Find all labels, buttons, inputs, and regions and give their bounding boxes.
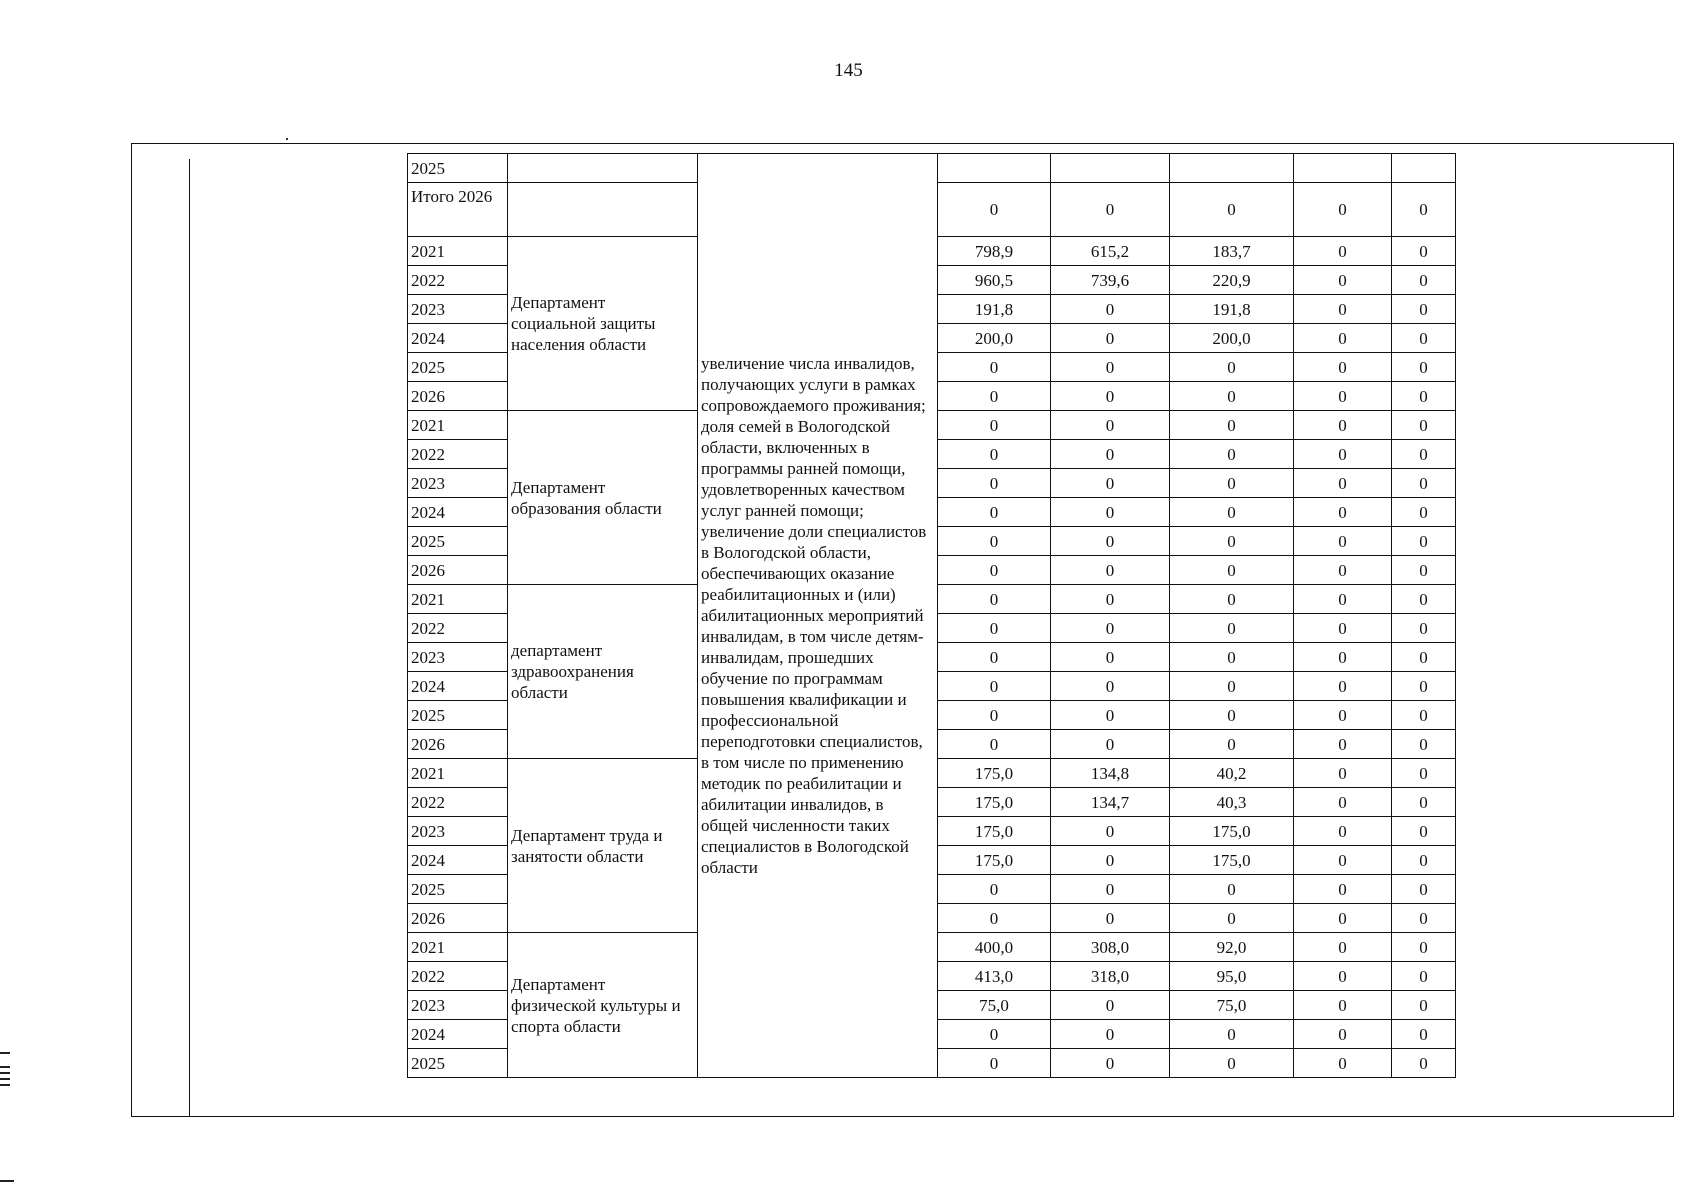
value-cell: 0 <box>1051 817 1170 846</box>
value-cell: 0 <box>1051 1020 1170 1049</box>
value-cell: 0 <box>1170 1020 1294 1049</box>
executor-cell-empty <box>508 183 698 237</box>
value-cell: 0 <box>1392 1049 1456 1078</box>
value-cell <box>1294 154 1392 183</box>
value-cell: 0 <box>1392 759 1456 788</box>
value-cell: 0 <box>1294 556 1392 585</box>
year-cell: 2022 <box>408 440 508 469</box>
scan-margin-mark <box>0 1180 14 1182</box>
value-cell: 0 <box>938 585 1051 614</box>
value-cell: 0 <box>1051 469 1170 498</box>
value-cell: 615,2 <box>1051 237 1170 266</box>
value-cell: 92,0 <box>1170 933 1294 962</box>
value-cell: 318,0 <box>1051 962 1170 991</box>
value-cell: 0 <box>1170 556 1294 585</box>
scan-margin-mark <box>0 1072 10 1074</box>
value-cell: 0 <box>938 440 1051 469</box>
value-cell: 0 <box>1170 643 1294 672</box>
value-cell: 413,0 <box>938 962 1051 991</box>
value-cell: 0 <box>1294 585 1392 614</box>
value-cell: 175,0 <box>938 817 1051 846</box>
value-cell: 0 <box>1392 846 1456 875</box>
value-cell: 0 <box>938 498 1051 527</box>
value-cell: 0 <box>1051 730 1170 759</box>
value-cell: 220,9 <box>1170 266 1294 295</box>
value-cell: 183,7 <box>1170 237 1294 266</box>
value-cell: 0 <box>1294 904 1392 933</box>
value-cell: 0 <box>1294 730 1392 759</box>
value-cell: 0 <box>1392 962 1456 991</box>
value-cell: 0 <box>1294 469 1392 498</box>
value-cell: 0 <box>1294 991 1392 1020</box>
value-cell: 0 <box>1051 183 1170 237</box>
value-cell: 0 <box>1392 237 1456 266</box>
year-cell: 2024 <box>408 672 508 701</box>
value-cell: 0 <box>1051 614 1170 643</box>
year-cell: Итого 2026 <box>408 183 508 237</box>
value-cell: 0 <box>1392 382 1456 411</box>
value-cell: 0 <box>938 469 1051 498</box>
value-cell: 0 <box>1170 469 1294 498</box>
value-cell: 0 <box>1392 498 1456 527</box>
value-cell: 0 <box>1051 382 1170 411</box>
value-cell: 0 <box>1170 411 1294 440</box>
value-cell: 175,0 <box>938 788 1051 817</box>
value-cell: 0 <box>1392 817 1456 846</box>
year-cell: 2024 <box>408 498 508 527</box>
value-cell: 0 <box>1392 585 1456 614</box>
year-cell: 2022 <box>408 614 508 643</box>
value-cell: 0 <box>1051 498 1170 527</box>
value-cell: 0 <box>1170 875 1294 904</box>
value-cell: 0 <box>1392 788 1456 817</box>
value-cell: 0 <box>1294 266 1392 295</box>
value-cell: 0 <box>938 527 1051 556</box>
value-cell: 960,5 <box>938 266 1051 295</box>
value-cell: 0 <box>1170 904 1294 933</box>
value-cell: 0 <box>1294 962 1392 991</box>
year-cell: 2022 <box>408 962 508 991</box>
year-cell: 2021 <box>408 759 508 788</box>
year-cell: 2024 <box>408 324 508 353</box>
table-row <box>408 154 1456 183</box>
value-cell: 0 <box>1392 701 1456 730</box>
executor-cell: Департамент физической культуры и спорта области <box>508 933 698 1078</box>
value-cell: 0 <box>1294 1049 1392 1078</box>
value-cell: 0 <box>1170 585 1294 614</box>
value-cell: 0 <box>1294 411 1392 440</box>
value-cell: 175,0 <box>938 846 1051 875</box>
executor-cell: Департамент социальной защиты населения области <box>508 237 698 411</box>
value-cell: 0 <box>938 411 1051 440</box>
value-cell: 0 <box>938 672 1051 701</box>
value-cell: 0 <box>1170 701 1294 730</box>
year-cell: 2025 <box>408 353 508 382</box>
value-cell: 0 <box>1294 183 1392 237</box>
value-cell: 175,0 <box>938 759 1051 788</box>
value-cell: 75,0 <box>938 991 1051 1020</box>
value-cell: 0 <box>1294 643 1392 672</box>
value-cell: 0 <box>1294 846 1392 875</box>
value-cell: 95,0 <box>1170 962 1294 991</box>
value-cell: 0 <box>1051 353 1170 382</box>
value-cell: 0 <box>1392 324 1456 353</box>
value-cell <box>1392 154 1456 183</box>
value-cell: 400,0 <box>938 933 1051 962</box>
value-cell: 0 <box>1392 295 1456 324</box>
value-cell: 0 <box>1392 672 1456 701</box>
value-cell: 0 <box>1294 498 1392 527</box>
year-cell: 2025 <box>408 154 508 183</box>
value-cell: 0 <box>1051 411 1170 440</box>
value-cell: 175,0 <box>1170 817 1294 846</box>
value-cell: 0 <box>1294 875 1392 904</box>
value-cell: 0 <box>1051 527 1170 556</box>
year-cell: 2023 <box>408 295 508 324</box>
value-cell: 0 <box>938 353 1051 382</box>
value-cell: 0 <box>1170 440 1294 469</box>
value-cell: 0 <box>938 730 1051 759</box>
year-cell: 2022 <box>408 788 508 817</box>
budget-table-grid <box>407 153 1456 1078</box>
value-cell: 0 <box>1170 498 1294 527</box>
value-cell: 40,2 <box>1170 759 1294 788</box>
value-cell: 134,8 <box>1051 759 1170 788</box>
value-cell: 0 <box>1294 324 1392 353</box>
value-cell: 0 <box>1294 788 1392 817</box>
value-cell <box>1170 154 1294 183</box>
value-cell: 0 <box>1051 991 1170 1020</box>
table-body <box>408 154 1456 1078</box>
value-cell: 200,0 <box>938 324 1051 353</box>
value-cell: 0 <box>938 614 1051 643</box>
year-cell: 2026 <box>408 556 508 585</box>
value-cell: 191,8 <box>1170 295 1294 324</box>
value-cell: 0 <box>1294 295 1392 324</box>
value-cell: 0 <box>1392 730 1456 759</box>
value-cell: 0 <box>1170 527 1294 556</box>
executor-cell: Департамент образования области <box>508 411 698 585</box>
value-cell: 0 <box>1051 295 1170 324</box>
value-cell: 0 <box>1170 614 1294 643</box>
value-cell: 0 <box>938 183 1051 237</box>
value-cell: 0 <box>1170 672 1294 701</box>
executor-cell: Департамент труда и занятости области <box>508 759 698 933</box>
value-cell: 0 <box>938 904 1051 933</box>
year-cell: 2026 <box>408 904 508 933</box>
value-cell: 0 <box>938 556 1051 585</box>
value-cell: 0 <box>1392 1020 1456 1049</box>
value-cell: 0 <box>1392 875 1456 904</box>
value-cell: 0 <box>1294 672 1392 701</box>
value-cell: 0 <box>938 875 1051 904</box>
value-cell: 0 <box>938 1020 1051 1049</box>
year-cell: 2026 <box>408 382 508 411</box>
scan-margin-mark <box>0 1084 10 1086</box>
column-divider <box>189 159 190 1117</box>
value-cell: 0 <box>1294 1020 1392 1049</box>
scan-margin-mark <box>0 1052 10 1054</box>
value-cell: 134,7 <box>1051 788 1170 817</box>
value-cell: 0 <box>1392 991 1456 1020</box>
executor-cell: департамент здравоохранения области <box>508 585 698 759</box>
value-cell: 0 <box>1294 701 1392 730</box>
value-cell: 0 <box>1294 527 1392 556</box>
value-cell: 0 <box>1294 614 1392 643</box>
value-cell: 0 <box>1392 440 1456 469</box>
value-cell: 0 <box>1392 183 1456 237</box>
value-cell: 0 <box>1294 440 1392 469</box>
year-cell: 2025 <box>408 527 508 556</box>
budget-table <box>407 153 1455 1078</box>
scan-speck <box>286 138 288 140</box>
value-cell: 0 <box>1392 411 1456 440</box>
value-cell: 0 <box>938 701 1051 730</box>
value-cell: 0 <box>1392 643 1456 672</box>
value-cell: 191,8 <box>938 295 1051 324</box>
year-cell: 2021 <box>408 411 508 440</box>
value-cell: 0 <box>1294 933 1392 962</box>
value-cell: 0 <box>1294 237 1392 266</box>
value-cell: 0 <box>1392 933 1456 962</box>
value-cell: 798,9 <box>938 237 1051 266</box>
value-cell: 0 <box>1051 556 1170 585</box>
value-cell: 0 <box>1392 614 1456 643</box>
year-cell: 2025 <box>408 875 508 904</box>
page-number: 145 <box>834 60 863 81</box>
value-cell: 0 <box>1392 266 1456 295</box>
year-cell: 2022 <box>408 266 508 295</box>
value-cell: 0 <box>938 1049 1051 1078</box>
value-cell: 40,3 <box>1170 788 1294 817</box>
scan-margin-mark <box>0 1078 10 1080</box>
value-cell: 0 <box>1392 556 1456 585</box>
indicator-cell: увеличение числа инвалидов, получающих услуги в рамках сопровождаемого проживания; доля семей в Вологодской области, включенных в программы ранней помощи, удовлетворенных качеством услуг ранней помощи; увеличение доли специалистов в Вологодской области, обеспечивающих оказание реабилитационных и (или) абилитационных мероприятий инвалидам, в том числе детям-инвалидам, прошедших обучение по программам повышения квалификации и профессиональной переподготовки специалистов, в том числе по применению методик по реабилитации и абилитации инвалидов, в общей численности таких специалистов в Вологодской области <box>698 154 938 1078</box>
value-cell: 0 <box>1051 440 1170 469</box>
scan-margin-mark <box>0 1066 10 1068</box>
value-cell: 175,0 <box>1170 846 1294 875</box>
value-cell <box>1051 154 1170 183</box>
value-cell: 0 <box>1392 353 1456 382</box>
value-cell: 739,6 <box>1051 266 1170 295</box>
value-cell: 0 <box>938 382 1051 411</box>
value-cell: 0 <box>1051 1049 1170 1078</box>
value-cell: 0 <box>1170 353 1294 382</box>
year-cell: 2021 <box>408 585 508 614</box>
value-cell: 0 <box>1170 730 1294 759</box>
value-cell: 0 <box>1051 643 1170 672</box>
value-cell: 200,0 <box>1170 324 1294 353</box>
value-cell <box>938 154 1051 183</box>
value-cell: 0 <box>1170 183 1294 237</box>
value-cell: 0 <box>1051 875 1170 904</box>
value-cell: 0 <box>1294 759 1392 788</box>
value-cell: 0 <box>1294 817 1392 846</box>
value-cell: 0 <box>1051 672 1170 701</box>
value-cell: 0 <box>1051 701 1170 730</box>
year-cell: 2025 <box>408 1049 508 1078</box>
year-cell: 2024 <box>408 1020 508 1049</box>
value-cell: 0 <box>1392 527 1456 556</box>
year-cell: 2024 <box>408 846 508 875</box>
value-cell: 0 <box>1051 585 1170 614</box>
value-cell: 0 <box>1294 382 1392 411</box>
year-cell: 2021 <box>408 237 508 266</box>
value-cell: 0 <box>1170 1049 1294 1078</box>
year-cell: 2023 <box>408 817 508 846</box>
year-cell: 2025 <box>408 701 508 730</box>
value-cell: 0 <box>1051 904 1170 933</box>
value-cell: 308,0 <box>1051 933 1170 962</box>
executor-cell-empty <box>508 154 698 183</box>
year-cell: 2021 <box>408 933 508 962</box>
value-cell: 0 <box>1294 353 1392 382</box>
value-cell: 0 <box>1392 904 1456 933</box>
year-cell: 2023 <box>408 469 508 498</box>
value-cell: 0 <box>1051 846 1170 875</box>
value-cell: 0 <box>1392 469 1456 498</box>
value-cell: 0 <box>1170 382 1294 411</box>
value-cell: 75,0 <box>1170 991 1294 1020</box>
value-cell: 0 <box>1051 324 1170 353</box>
value-cell: 0 <box>938 643 1051 672</box>
year-cell: 2023 <box>408 991 508 1020</box>
year-cell: 2026 <box>408 730 508 759</box>
year-cell: 2023 <box>408 643 508 672</box>
